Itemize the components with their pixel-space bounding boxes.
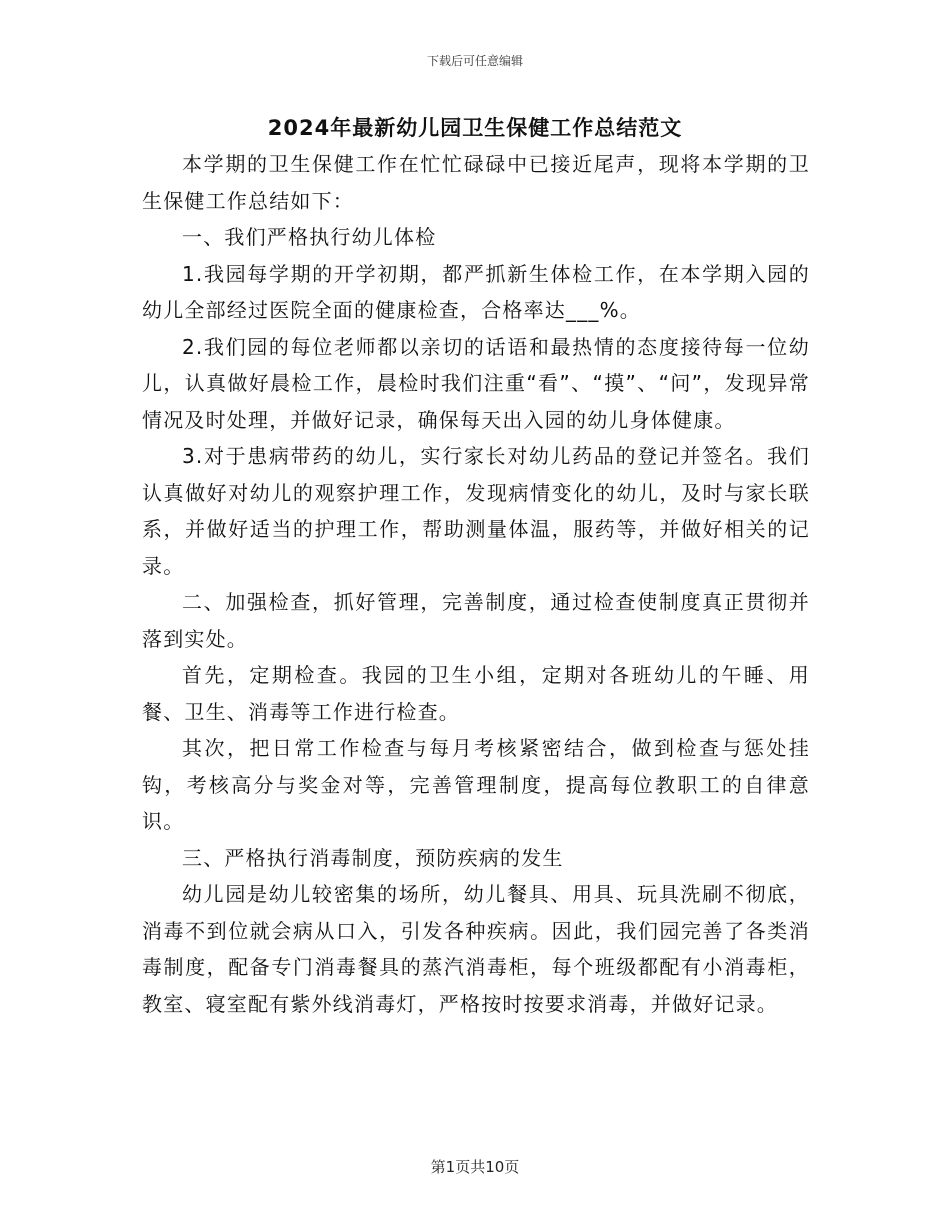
page-number: 第1页共10页 [430,1158,520,1176]
section-heading-3: 三、严格执行消毒制度，预防疾病的发生 [182,845,564,870]
paragraph-disinfection: 幼儿园是幼儿较密集的场所，幼儿餐具、用具、玩具洗刷不彻底，消毒不到位就会病从口入，引发各种疾病。因此，我们园完善了各类消毒制度，配备专门消毒餐具的蒸汽消毒柜，每个班级都配有小消毒柜，教室、寝室配有紫外线消毒灯，严格按时按要求消毒，并做好记录。 [142,882,810,1016]
section-heading-1: 一、我们严格执行幼儿体检 [182,225,437,249]
document-body [142,146,810,1022]
page-header-note: 下载后可任意编辑 [426,54,523,68]
document-title: 2024年最新幼儿园卫生保健工作总结范文 [267,116,683,140]
paragraph-item-3: 3.对于患病带药的幼儿，实行家长对幼儿药品的登记并签名。我们认真做好对幼儿的观察护理工作，发现病情变化的幼儿，及时与家长联系，并做好适当的护理工作，帮助测量体温，服药等，并做好相关的记录。 [142,444,810,578]
paragraph-item-1: 1.我园每学期的开学初期，都严抓新生体检工作，在本学期入园的幼儿全部经过医院全面的健康检查，合格率达___%。 [142,261,810,322]
paragraph-second: 其次，把日常工作检查与每月考核紧密结合，做到检查与惩处挂钩，考核高分与奖金对等，完善管理制度，提高每位教职工的自律意识。 [142,736,810,833]
section-heading-2: 二、加强检查，抓好管理，完善制度，通过检查使制度真正贯彻并落到实处。 [142,590,810,651]
paragraph-first: 首先，定期检查。我园的卫生小组，定期对各班幼儿的午睡、用餐、卫生、消毒等工作进行检查。 [142,663,810,724]
intro-paragraph: 本学期的卫生保健工作在忙忙碌碌中已接近尾声，现将本学期的卫生保健工作总结如下： [142,152,810,213]
paragraph-item-2: 2.我们园的每位老师都以亲切的话语和最热情的态度接待每一位幼儿，认真做好晨检工作，晨检时我们注重“看”、“摸”、“问”，发现异常情况及时处理，并做好记录，确保每天出入园的幼儿身体健康。 [142,334,810,432]
